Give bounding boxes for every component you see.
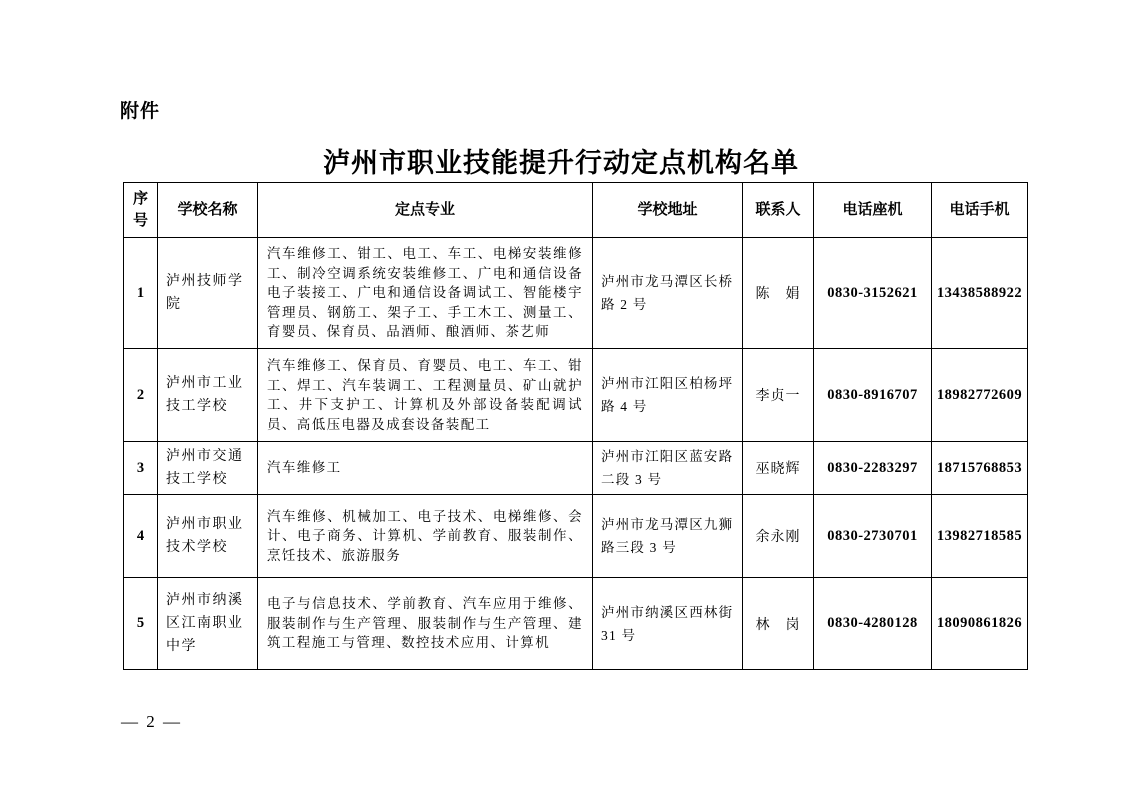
cell-address: 泸州市纳溪区西林街 31 号: [593, 578, 743, 670]
cell-majors: 汽车维修工、保育员、育婴员、电工、车工、钳工、焊工、汽车装调工、工程测量员、矿山就护工、井下支护工、计算机及外部设备装配调试员、高低压电器及成套设备装配工: [258, 349, 593, 442]
cell-contact: 李贞一: [743, 349, 814, 442]
cell-landline: 0830-2730701: [814, 495, 932, 578]
cell-address: 泸州市江阳区柏杨坪路 4 号: [593, 349, 743, 442]
cell-mobile: 18982772609: [932, 349, 1028, 442]
cell-no: 4: [124, 495, 158, 578]
cell-no: 2: [124, 349, 158, 442]
cell-no: 3: [124, 442, 158, 495]
header-address: 学校地址: [593, 183, 743, 238]
attachment-label: 附件: [120, 101, 161, 122]
header-no: 序号: [124, 183, 158, 238]
cell-majors: 汽车维修、机械加工、电子技术、电梯维修、会计、电子商务、计算机、学前教育、服装制作、烹饪技术、旅游服务: [258, 495, 593, 578]
cell-mobile: 18090861826: [932, 578, 1028, 670]
header-landline: 电话座机: [814, 183, 932, 238]
table-row: [124, 578, 1028, 670]
cell-landline: 0830-3152621: [814, 238, 932, 349]
institutions-table: [123, 182, 1028, 670]
cell-school-name: 泸州市纳溪区江南职业中学: [158, 578, 258, 670]
header-contact: 联系人: [743, 183, 814, 238]
cell-majors: 汽车维修工、钳工、电工、车工、电梯安装维修工、制冷空调系统安装维修工、广电和通信设备电子装接工、广电和通信设备调试工、智能楼宇管理员、钢筋工、架子工、手工木工、测量工、育婴员、保育员、品酒师、酿酒师、茶艺师: [258, 238, 593, 349]
header-mobile: 电话手机: [932, 183, 1028, 238]
cell-majors: 电子与信息技术、学前教育、汽车应用于维修、服装制作与生产管理、服装制作与生产管理、建筑工程施工与管理、数控技术应用、计算机: [258, 578, 593, 670]
table-row: [124, 349, 1028, 442]
cell-school-name: 泸州市交通技工学校: [158, 442, 258, 495]
cell-mobile: 13982718585: [932, 495, 1028, 578]
cell-landline: 0830-4280128: [814, 578, 932, 670]
table-header-row: [124, 183, 1028, 238]
cell-contact: 巫晓辉: [743, 442, 814, 495]
cell-landline: 0830-2283297: [814, 442, 932, 495]
cell-address: 泸州市江阳区蓝安路二段 3 号: [593, 442, 743, 495]
cell-school-name: 泸州市职业技术学校: [158, 495, 258, 578]
table-row: [124, 238, 1028, 349]
cell-school-name: 泸州技师学院: [158, 238, 258, 349]
page-title: 泸州市职业技能提升行动定点机构名单: [323, 148, 799, 178]
header-majors: 定点专业: [258, 183, 593, 238]
table-row: [124, 495, 1028, 578]
table-row: [124, 442, 1028, 495]
cell-address: 泸州市龙马潭区长桥路 2 号: [593, 238, 743, 349]
page-number: — 2 —: [121, 712, 182, 731]
cell-contact: 林 岗: [743, 578, 814, 670]
cell-school-name: 泸州市工业技工学校: [158, 349, 258, 442]
cell-majors: 汽车维修工: [258, 442, 593, 495]
cell-no: 5: [124, 578, 158, 670]
cell-mobile: 13438588922: [932, 238, 1028, 349]
cell-mobile: 18715768853: [932, 442, 1028, 495]
cell-no: 1: [124, 238, 158, 349]
cell-address: 泸州市龙马潭区九狮路三段 3 号: [593, 495, 743, 578]
cell-contact: 余永刚: [743, 495, 814, 578]
cell-landline: 0830-8916707: [814, 349, 932, 442]
header-school-name: 学校名称: [158, 183, 258, 238]
cell-contact: 陈 娟: [743, 238, 814, 349]
